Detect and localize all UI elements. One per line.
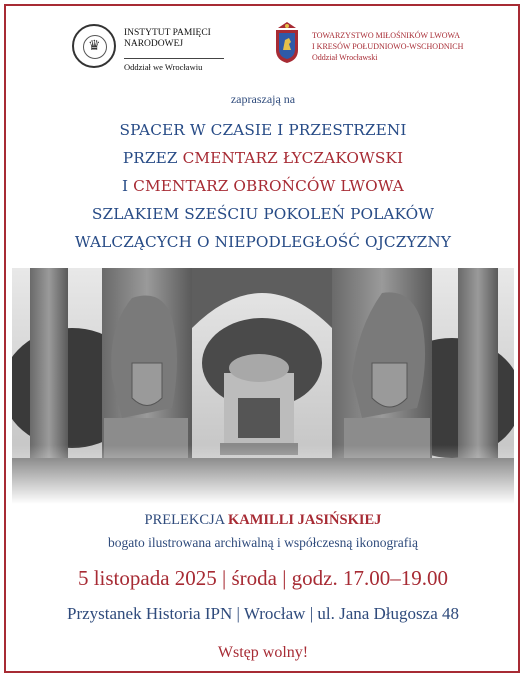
lecture-heading [0, 512, 526, 529]
title-cemetery-1: CMENTARZ ŁYCZAKOWSKI [182, 149, 404, 167]
ipn-name [124, 28, 211, 50]
event-title [0, 116, 526, 256]
title-line1: SPACER W CZASIE I PRZESTRZENI [119, 121, 407, 139]
ipn-name-line1: INSTYTUT PAMIĘCI [124, 28, 211, 38]
lecture-subtitle: bogato ilustrowana archiwalną i współczesną ikonografią [107, 535, 419, 550]
invite-text: zapraszają na [230, 92, 296, 106]
tml-branch: Oddział Wrocławski [312, 53, 378, 62]
title-line2 [0, 144, 526, 172]
cemetery-photo [12, 268, 514, 504]
ipn-emblem-icon: ♛ [72, 24, 116, 68]
ipn-branch: Oddział we Wrocławiu [124, 58, 224, 72]
title-line5: WALCZĄCYCH O NIEPODLEGŁOŚĆ OJCZYZNY [74, 233, 452, 251]
ipn-name-line2: NARODOWEJ [124, 39, 184, 49]
free-entry: Wstęp wolny! [217, 644, 309, 661]
event-place: Przystanek Historia IPN | Wrocław | ul. Jana Długosza 48 [66, 604, 459, 623]
lecture-speaker: KAMILLI JASIŃSKIEJ [227, 512, 382, 528]
title-line2-prefix: PRZEZ [122, 149, 183, 167]
title-line3-prefix: I [122, 177, 134, 195]
title-line3 [0, 172, 526, 200]
tml-name [312, 30, 492, 63]
lion-crest-icon [274, 20, 300, 64]
logos-row [0, 14, 526, 84]
title-cemetery-2: CMENTARZ OBROŃCÓW LWOWA [133, 177, 404, 195]
event-date: 5 listopada 2025 | środa | godz. 17.00–19.00 [77, 566, 449, 590]
lecture-prefix: PRELEKCJA [144, 512, 228, 528]
tml-name-line1: TOWARZYSTWO MIŁOŚNIKÓW LWOWA [312, 31, 460, 40]
tml-name-line2: I KRESÓW POŁUDNIOWO-WSCHODNICH [312, 42, 464, 51]
title-line4: SZLAKIEM SZEŚCIU POKOLEŃ POLAKÓW [91, 205, 435, 223]
